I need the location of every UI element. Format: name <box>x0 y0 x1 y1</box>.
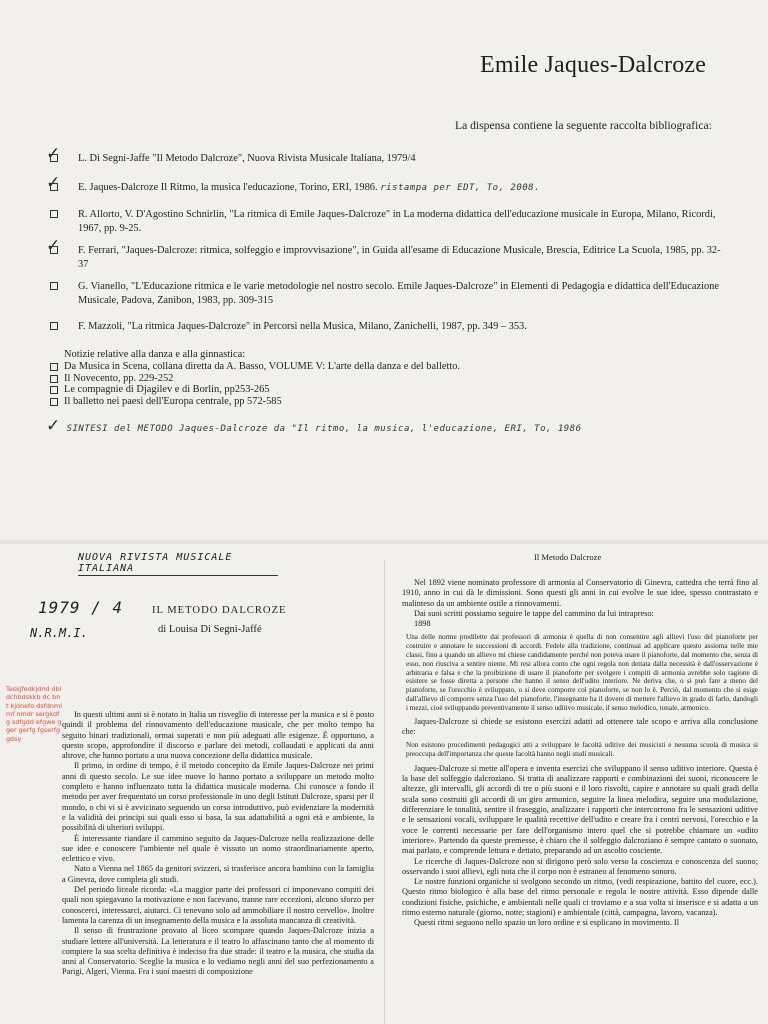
checkmark-icon: ✓ <box>46 416 61 436</box>
article-body-right <box>402 578 758 929</box>
dance-notes <box>50 349 610 408</box>
checkbox <box>50 386 58 394</box>
paragraph: Dai suoi scritti possiamo seguire le tappe del cammino da lui intrapreso: <box>414 608 654 618</box>
checkbox <box>50 375 58 383</box>
bib-text: E. Jaques-Dalcroze Il Ritmo, la musica l'educazione, Torino, ERI, 1986. <box>78 182 378 193</box>
paragraph: Del periodo liceale ricorda: «La maggior parte dei professori ci imponevano compiti dei quali non spiegavano la motivazione e non facevano, tranne rare eccezioni, alcuno sforzo per conoscerci, interessarci, aiutarci. Ci tenevano solo ad ammobiliare il nostro cervello». Inoltre lamenta la carenza di un insegnamento della musica e la assoluta mancanza di creatività. <box>62 885 374 925</box>
bib-text: F. Ferrari, "Jaques-Dalcroze: ritmica, solfeggio e improvvisazione", in Guida all'esame di Educazione Musicale, Brescia, Editrice La Scuola, 1985, pp. 32-37 <box>78 245 721 270</box>
paragraph: È interessante riandare il cammino seguito da Jaques-Dalcroze nella realizzazione delle sue idee e conoscere l'ambiente nel quale è vissuto un uomo straordinariamente aperto, eclettico e vivo. <box>62 833 374 864</box>
paragraph: Il primo, in ordine di tempo, è il metodo concepito da Emile Jaques-Dalcroze nei primi anni di questo secolo. Le sue idee nuove lo hanno portato a sviluppare un metodo molto completo e hanno influenzato tutta la didattica musicale moderna. Chi conosce a fondo il metodo per aver frequentato un corso professionale in uno degli Istituti Dalcroze, sparsi per il mondo, o chi vi si è avvicinato seguendo un corso introduttivo, può evidenziare la modernità e la validità dei principi sui quali esso si basa, la sua adattabilità a ogni età e ambiente, la possibilità di ulteriori sviluppi. <box>62 761 374 833</box>
notes-item: Il Novecento, pp. 229-252 <box>50 373 610 385</box>
intro-text: La dispensa contiene la seguente raccolta bibliografica: <box>455 119 712 132</box>
article-title: IL METODO DALCROZE <box>152 605 287 616</box>
paragraph: Le nostre funzioni organiche si svolgono secondo un ritmo, (vedi respirazione, battito del cuore, ecc.). Questo ritmo biologico è alla base del ritmo personale e regola le nostre attività. Esso dipende dalle condizioni fisiche, psichiche, e ambientali nelle quali ci troviamo e a sua volta si inserisce e si adatta a un ritmo esterno naturale (giorno, notte; stagioni) e ambientale (città, campagna, lavoro, vacanza). <box>402 877 758 917</box>
bib-text: G. Vianello, "L'Educazione ritmica e le varie metodologie nel nostro secolo. Emile Jaques-Dalcroze" in Elementi di Pedagogia e didattica dell'Educazione Musicale, Padova, Zanibon, 1983, pp. 309-315 <box>78 281 719 306</box>
checkmark-icon: ✓ <box>46 236 61 256</box>
bib-text: F. Mazzoli, "La ritmica Jaques-Dalcroze" in Percorsi nella Musica, Milano, Zanichelli, 1987, pp. 349 – 353. <box>78 321 527 332</box>
paragraph: Le ricerche di Jaques-Dalcroze non si dirigono però solo verso la coscienza e conoscenza del suono; osservando i suoi allievi, egli nota che il corpo non è estraneo al fenomeno sonoro. <box>402 856 758 876</box>
article-left-page <box>0 540 384 1024</box>
checkbox <box>50 363 58 371</box>
bib-text: R. Allorto, V. D'Agostino Schnirlin, "La ritmica di Emile Jaques-Dalcroze" in La moderna didattica dell'educazione musicale in Europa, Milano, Ricordi, 1967, pp. 9-25. <box>78 209 716 234</box>
running-header: Il Metodo Dalcroze <box>534 552 602 562</box>
paragraph: Il senso di frustrazione provato al liceo scompare quando Jaques-Dalcroze inizia a studiare lettere all'università. La letteratura e il teatro lo affascinano tanto che al momento di compiere la sua scelta definitiva è indeciso fra due strade: il teatro e la musica, che studia da anni al Conservatorio. Sceglie la musica e lo vediamo negli anni del suo perfezionamento a Parigi, Algeri, Vienna. Fra i suoi maestri di composizione <box>62 926 374 977</box>
notes-item: Le compagnie di Djagilev e di Borlin, pp253-265 <box>50 384 610 396</box>
handwritten-abbrev: N.R.M.I. <box>30 626 88 640</box>
checkbox <box>50 210 58 218</box>
checkbox <box>50 398 58 406</box>
checkbox <box>50 183 58 191</box>
handwritten-header: NUOVA RIVISTA MUSICALE ITALIANA <box>78 552 278 576</box>
year-label: 1898 <box>414 619 431 629</box>
paragraph: Nato a Vienna nel 1865 da genitori svizzeri, si trasferisce ancora bambino con la famiglia a Ginevra, dove completa gli studi. <box>62 864 374 884</box>
paragraph: Questi ritmi seguono nello spazio un loro ordine e si esplicano in movimento. Il <box>414 918 679 928</box>
checkmark-icon: ✓ <box>46 144 61 164</box>
handwritten-note: ristampa per EDT, To, 2008. <box>380 183 541 193</box>
page-title: Emile Jaques-Dalcroze <box>480 52 707 78</box>
checkbox <box>50 154 58 162</box>
article-body-left <box>62 710 374 978</box>
notes-item: Da Musica in Scena, collana diretta da A. Basso, VOLUME V: L'arte della danza e del balletto. <box>50 361 610 373</box>
paragraph: Jaques-Dalcroze si mette all'opera e inventa esercizi che sviluppano il senso uditivo interiore. Questa è la base del solfeggio dalcroziano. Si tratta di analizzare rapporti e combinazioni dei suoni, riconoscere le altezze, gli intervalli, gli accordi di tre o più suoni e il loro risvolti, capire e annotare su quali gradi della scala sono costruiti gli accordi di un giro armonico, seguire la linea melodica, seguire una modulazione, differenziare le tonalità, sentire il fraseggio, analizzare i rapporti che intercorrono fra le sensazioni uditive e le sensazioni vocali, sviluppare le qualità recettive dell'udito e creare fra i centri nervosi, l'orecchio e la voce le correnti necessarie per fare dell'organismo intero quel che si potrebbe chiamare un «udito interiore». Partendo da queste premesse, è chiaro che il solfeggio dalcroziano è sempre cantato o suonato, mai parlato, e comprende lettura e dettato, preparando ad un ascolto cosciente. <box>402 763 758 856</box>
paragraph: Nel 1892 viene nominato professore di armonia al Conservatorio di Ginevra, cattedra che terrà fino al 1910, anno in cui dà le dimissioni. Sono questi gli anni in cui evolve le sue idee, spesso contrastato e malinteso da un ambiente ostile a rinnovamenti. <box>402 578 758 608</box>
article-author: di Louisa Di Segni-Jaffé <box>158 624 262 635</box>
checkbox <box>50 246 58 254</box>
handwritten-year: 1979 / 4 <box>38 598 124 617</box>
quote: Non esistono procedimenti pedagogici atti a sviluppare le facoltà uditive dei musicisti e nessuna scuola di musica si preoccupa dell'importanza che queste facoltà hanno negli studi musicali. <box>406 741 758 759</box>
checkbox <box>50 322 58 330</box>
checkmark-icon: ✓ <box>46 173 61 193</box>
red-scribble: Teskjfedkjdnd dbldchbdskkb dc bnt kjdnefo dsfdnmlmf nmdr sergkdfg sdfgdd efgwe gger gerfg fgserfg gdsy <box>6 685 62 743</box>
paragraph: In questi ultimi anni si è notato in Italia un risveglio di interesse per la musica e si è posto quindi il problema del rinnovamento dell'educazione musicale, che per molto tempo ha seguito binari tradizionali, ormai superati e non più adeguati alle esigenze. È opportuno, a questo scopo, approfondire il discorso e parlare dei metodi, collaudati e applicati da anni altrove, che hanno portato a una nuova concezione della didattica musicale. <box>62 710 374 761</box>
notes-item: Il balletto nei paesi dell'Europa centrale, pp 572-585 <box>50 396 610 408</box>
checkbox <box>50 282 58 290</box>
sintesi-note <box>46 416 650 436</box>
article-right-page <box>384 540 768 1024</box>
paragraph: Jaques-Dalcroze si chiede se esistono esercizi adatti ad ottenere tale scopo e arriva alla conclusione che: <box>402 716 758 736</box>
quote: Una delle norme predilette dai professori di armonia è quella di non consentire agli allievi l'uso del pianoforte per costruire e annotare le successioni di accordi. Fedele alla tradizione, continuai ad applicare questo assioma nelle mie classi, fino a quando un allievo mi chiese candidamente perché non poteva usare il pianoforte, dal momento che, senza di esso, non riusciva a sentire niente. Mi resi allora conto che ogni regola non dettata dalla necessità è dall'osservazione è arbitraria e falsa e che la proibizione di usare il pianoforte per svolgere i compiti di armonia avrebbe solo ragione di esistere se fosse diretta a persone che hanno il senso dell'udito interiore. Ne deriva che, o si può fare a meno del pianoforte, se l'orecchio è sviluppato, o si deve comporre col pianoforte, se non lo è. Perciò, dal momento che si esige dall'allievo di comporre senza l'uso del pianoforte, l'insegnante ha il dovere di mettere l'allievo in grado di farlo, dandogli i mezzi, cioè sviluppando preventivamente il senso uditivo musicale, il senso melodico, tonale, armonico. <box>406 633 758 712</box>
bib-text: L. Di Segni-Jaffe "Il Metodo Dalcroze", Nuova Rivista Musicale Italiana, 1979/4 <box>78 153 416 164</box>
notes-heading: Notizie relative alla danza e alla ginnastica: <box>64 349 246 360</box>
handwritten-note: SINTESI del METODO Jaques-Dalcroze da "Il ritmo, la musica, l'educazione, ERI, To, 1986 <box>66 424 582 434</box>
